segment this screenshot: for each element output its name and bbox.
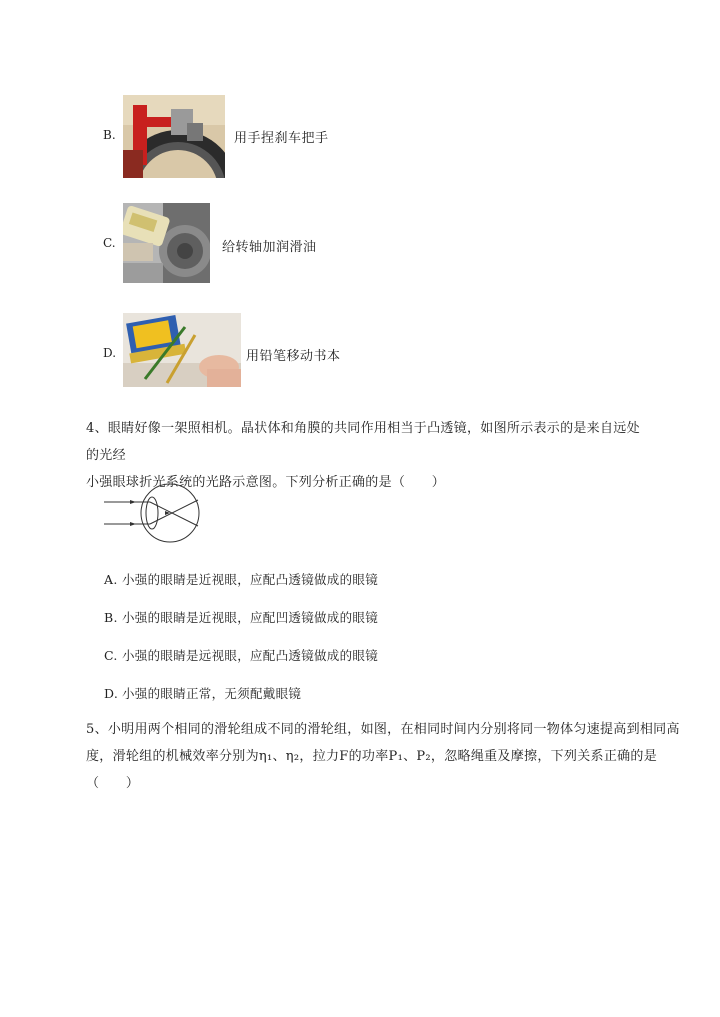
choice-letter: D. bbox=[104, 686, 119, 701]
option-c-caption: 给转轴加润滑油 bbox=[222, 240, 317, 255]
choice-letter: B. bbox=[104, 610, 118, 625]
option-d-letter: D. bbox=[103, 346, 117, 360]
bicycle-brake-photo bbox=[123, 95, 225, 178]
question-4-choice-a[interactable] bbox=[104, 570, 378, 588]
question-4-choice-b[interactable] bbox=[104, 608, 378, 626]
question-5-line-2: 度，滑轮组的机械效率分别为η₁、η₂，拉力F的功率P₁、P₂，忽略绳重及摩擦，下列关系正确的是 bbox=[86, 749, 658, 764]
option-d-caption: 用铅笔移动书本 bbox=[246, 349, 341, 364]
choice-text: 小强的眼睛是近视眼，应配凸透镜做成的眼镜 bbox=[122, 572, 379, 587]
option-b-caption: 用手捏刹车把手 bbox=[234, 131, 329, 146]
question-4-line-1: 4、眼睛好像一架照相机。晶状体和角膜的共同作用相当于凸透镜，如图所示表示的是来自远处的光经 bbox=[86, 421, 640, 463]
pencils-moving-book-photo bbox=[123, 313, 241, 387]
choice-letter: C. bbox=[104, 648, 118, 663]
option-c-letter: C. bbox=[103, 236, 116, 250]
eye-light-path-diagram bbox=[102, 482, 202, 544]
question-4-line-2: 小强眼球折光系统的光路示意图。下列分析正确的是（ ） bbox=[86, 475, 446, 490]
choice-text: 小强的眼睛是远视眼，应配凸透镜做成的眼镜 bbox=[122, 648, 379, 663]
choice-text: 小强的眼睛是近视眼，应配凹透镜做成的眼镜 bbox=[122, 610, 379, 625]
choice-text: 小强的眼睛正常，无须配戴眼镜 bbox=[122, 686, 302, 701]
question-4-choice-d[interactable] bbox=[104, 684, 301, 702]
question-4-choice-c[interactable] bbox=[104, 646, 378, 664]
question-5-line-1: 5、小明用两个相同的滑轮组成不同的滑轮组，如图，在相同时间内分别将同一物体匀速提高到相同高 bbox=[86, 722, 680, 737]
question-5-text bbox=[86, 716, 686, 797]
question-5-line-3: （ ） bbox=[86, 776, 140, 791]
choice-letter: A. bbox=[104, 572, 118, 587]
option-b-letter: B. bbox=[103, 128, 116, 142]
oiling-gear-photo bbox=[123, 203, 210, 283]
